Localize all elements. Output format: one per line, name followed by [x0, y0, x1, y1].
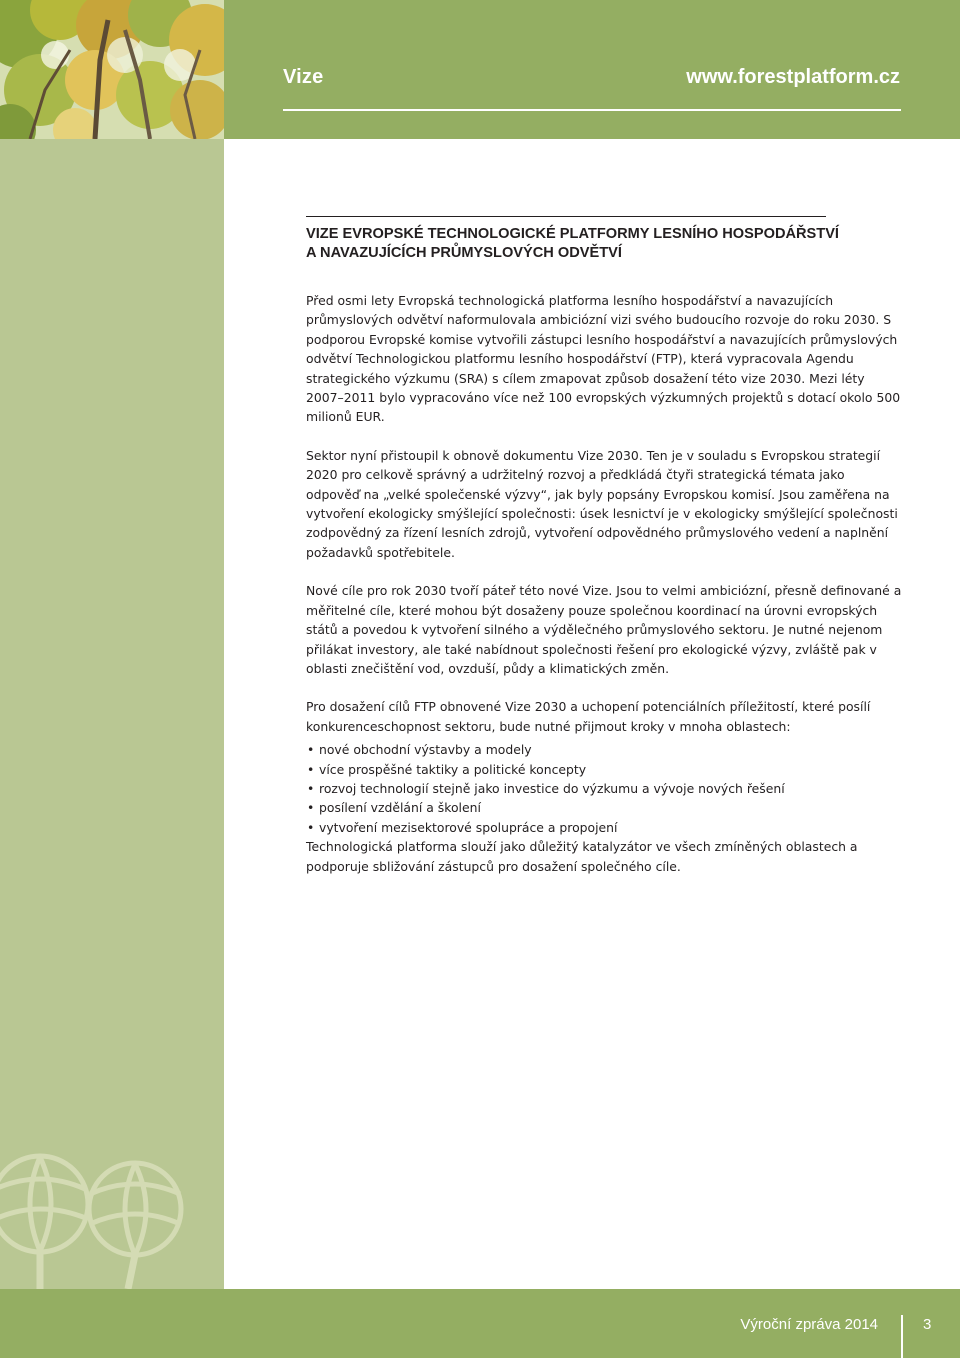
article-title-line2: A NAVAZUJÍCÍCH PRŮMYSLOVÝCH ODVĚTVÍ: [306, 245, 622, 261]
list-item: • posílení vzdělání a školení: [306, 798, 902, 817]
website-link[interactable]: www.forestplatform.cz: [686, 66, 900, 88]
left-sidebar: [0, 139, 224, 1289]
article-title-line1: VIZE EVROPSKÉ TECHNOLOGICKÉ PLATFORMY LESNÍHO HOSPODÁŘSTVÍ: [306, 226, 839, 242]
page-number: 3: [923, 1316, 932, 1333]
bullet-icon: •: [307, 800, 315, 816]
bullet-icon: •: [307, 742, 315, 758]
bullet-icon: •: [307, 819, 315, 835]
page-footer: [0, 1289, 960, 1358]
paragraph-3: Nové cíle pro rok 2030 tvoří páteř této nové Vize. Jsou to velmi ambiciózní, přesně definované a měřitelné cíle, které mohou být dosaženy pouze společnou koordinací na úrovni evropských států a povedou k vytvoření silného a výdělečného průmyslového sektoru. Je nutné nejenom přilákat investory, ale také nabídnout společnosti řešení pro ekologické výzvy, zvláště pak v oblasti znečištění vod, ovzduší, půdy a klimatických změn.: [306, 583, 902, 676]
footer-divider: [901, 1315, 903, 1358]
list-item: • více prospěšné taktiky a politické koncepty: [306, 760, 902, 779]
report-name: Výroční zpráva 2014: [740, 1316, 878, 1333]
header-tree-photo: [0, 0, 224, 139]
section-title: Vize: [283, 66, 324, 88]
bullet-list: [306, 740, 902, 837]
bullet-icon: •: [307, 780, 315, 796]
main-content: [306, 216, 902, 876]
paragraph-2: Sektor nyní přistoupil k obnově dokumentu Vize 2030. Ten je v souladu s Evropskou strategií 2020 pro celkově správný a udržitelný rozvoj a předkládá čtyři strategická témata jako odpověď na „velké společenské výzvy“, jak byly popsány Evropskou komisí. Jsou zaměřena na vytvoření ekologicky smýšlející společnosti: úsek lesnictví je v ekologicky smýšlející společnosti zodpovědný za řízení lesních zdrojů, vytvoření odpovědného průmyslového vedení a naplnění požadavků spotřebitele.: [306, 447, 898, 560]
title-divider: [306, 216, 826, 217]
page-header: [0, 0, 960, 139]
list-item: • rozvoj technologií stejně jako investice do výzkumu a vývoje nových řešení: [306, 779, 902, 798]
header-divider: [283, 109, 901, 111]
list-item: • vytvoření mezisektorové spolupráce a propojení: [306, 818, 902, 837]
article-title: [306, 225, 902, 263]
bullet-icon: •: [307, 761, 315, 777]
paragraph-4: Pro dosažení cílů FTP obnovené Vize 2030 a uchopení potenciálních příležitostí, které posílí konkurenceschopnost sektoru, bude nutné přijmout kroky v mnoha oblastech:: [306, 699, 871, 734]
paragraph-1: Před osmi lety Evropská technologická platforma lesního hospodářství a navazujících průmyslových odvětví naformulovala ambiciózní vizi svého budoucího rozvoje do roku 2030. S podporou Evropské komise vytvořili zástupci lesního hospodářství a navazujících průmyslových odvětví Technologickou platformu lesního hospodářství (FTP), která vypracovala Agendu strategického výzkumu (SRA) s cílem zmapovat způsob dosažení této vize 2030. Mezi léty 2007–2011 bylo vypracováno více než 100 evropských výzkumných projektů s dotací okolo 500 milionů EUR.: [306, 293, 901, 425]
closing-paragraph: Technologická platforma slouží jako důležitý katalyzátor ve všech zmíněných oblastech a podporuje sbližování zástupců pro dosažení společného cíle.: [306, 839, 858, 874]
tree-globe-icon: [0, 1149, 224, 1289]
list-item: • nové obchodní výstavby a modely: [306, 740, 902, 759]
